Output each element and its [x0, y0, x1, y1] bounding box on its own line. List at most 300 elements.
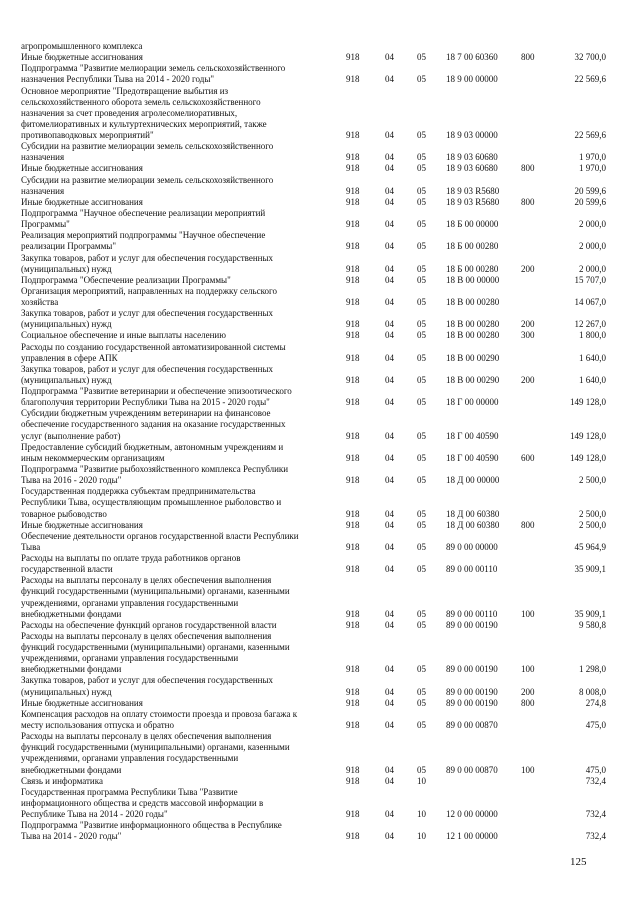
line-description: Подпрограмма "Обеспечение реализации Программы"	[21, 274, 231, 285]
line-description: агропромышленного комплекса	[21, 41, 143, 51]
table-row	[0, 376, 640, 386]
table-row	[0, 320, 640, 330]
subsection-code: 05	[417, 508, 426, 519]
line-description: Закупка товаров, работ и услуг для обеспечения государственных	[21, 252, 274, 263]
section-code: 04	[385, 430, 394, 441]
expense-type-code: 800	[521, 163, 535, 174]
ministry-code: 918	[346, 452, 360, 463]
table-row	[0, 265, 640, 275]
line-description: (муниципальных) нужд	[21, 374, 112, 385]
table-row	[0, 576, 640, 586]
section-code: 04	[385, 519, 394, 530]
amount: 12 267,0	[574, 319, 606, 330]
subsection-code: 05	[417, 430, 426, 441]
amount: 20 599,6	[574, 196, 606, 207]
table-row	[0, 732, 640, 742]
line-description: Субсидии бюджетным учреждениям ветеринарии на финансовое	[21, 408, 271, 419]
ministry-code: 918	[346, 374, 360, 385]
line-description: Связь и информатика	[21, 775, 103, 786]
ministry-code: 918	[346, 541, 360, 552]
target-article-code: 18 Г 00 40590	[446, 430, 499, 441]
ministry-code: 918	[346, 397, 360, 408]
ministry-code: 918	[346, 241, 360, 252]
target-article-code: 18 Б 00 00280	[446, 263, 499, 274]
amount: 1 298,0	[579, 664, 606, 675]
section-code: 04	[385, 52, 394, 63]
subsection-code: 05	[417, 185, 426, 196]
ministry-code: 918	[346, 130, 360, 140]
subsection-code: 05	[417, 519, 426, 530]
section-code: 04	[385, 541, 394, 552]
line-description: Организация мероприятий, направленных на поддержку сельского	[21, 285, 278, 296]
line-description: учреждениями, органами управления государственными	[21, 597, 239, 608]
line-description: Реализация мероприятий подпрограммы "Научное обеспечение	[21, 230, 266, 241]
expense-type-code: 800	[521, 697, 535, 708]
target-article-code: 18 9 03 60680	[446, 152, 498, 163]
line-description: Подпрограмма "Развитие рыбохозяйственного комплекса Республики	[21, 463, 289, 474]
target-article-code: 89 0 00 00190	[446, 664, 498, 675]
ministry-code: 918	[346, 430, 360, 441]
table-row	[0, 799, 640, 809]
amount: 1 970,0	[579, 163, 606, 174]
table-row	[0, 599, 640, 609]
amount: 149 128,0	[570, 430, 606, 441]
line-description: Подпрограмма "Развитие ветеринарии и обеспечение эпизоотического	[21, 386, 292, 396]
table-row	[0, 688, 640, 698]
table-row	[0, 98, 640, 108]
line-description: Расходы на выплаты персоналу в целях обеспечения выполнения	[21, 630, 272, 641]
expense-type-code: 800	[521, 196, 535, 207]
subsection-code: 05	[417, 764, 426, 775]
table-row	[0, 610, 640, 620]
line-description: (муниципальных) нужд	[21, 686, 112, 697]
line-description: Расходы на выплаты персоналу в целях обеспечения выполнения	[21, 575, 272, 586]
ministry-code: 918	[346, 263, 360, 274]
section-code: 04	[385, 809, 394, 819]
amount: 732,4	[585, 775, 606, 786]
table-row	[0, 153, 640, 163]
table-row	[0, 164, 640, 174]
ministry-code: 918	[346, 475, 360, 486]
ministry-code: 918	[346, 196, 360, 207]
table-row	[0, 643, 640, 653]
table-row	[0, 443, 640, 453]
section-code: 04	[385, 508, 394, 519]
subsection-code: 05	[417, 697, 426, 708]
expense-type-code: 200	[521, 319, 535, 330]
line-description: функций государственными (муниципальными) органами, казенными	[21, 642, 290, 652]
table-row	[0, 587, 640, 597]
table-row	[0, 220, 640, 230]
section-code: 04	[385, 274, 394, 285]
table-row	[0, 621, 640, 631]
ministry-code: 918	[346, 697, 360, 708]
line-description: учреждениями, органами управления государственными	[21, 653, 239, 664]
amount: 14 067,0	[574, 297, 606, 307]
subsection-code: 10	[417, 809, 426, 819]
subsection-code: 05	[417, 196, 426, 207]
subsection-code: 05	[417, 219, 426, 230]
line-description: Иные бюджетные ассигнования	[21, 196, 143, 207]
expense-type-code: 200	[521, 263, 535, 274]
ministry-code: 918	[346, 52, 360, 63]
line-description: хозяйства	[21, 297, 59, 307]
table-row	[0, 766, 640, 776]
subsection-code: 05	[417, 263, 426, 274]
ministry-code: 918	[346, 219, 360, 230]
table-row	[0, 354, 640, 364]
target-article-code: 89 0 00 00190	[446, 686, 498, 697]
amount: 2 500,0	[579, 519, 606, 530]
page-number: 125	[570, 856, 587, 868]
table-row	[0, 788, 640, 798]
section-code: 04	[385, 74, 394, 85]
table-row	[0, 710, 640, 720]
ministry-code: 918	[346, 619, 360, 630]
table-row	[0, 254, 640, 264]
table-row	[0, 276, 640, 286]
table-row	[0, 487, 640, 497]
amount: 35 909,1	[574, 564, 606, 575]
target-article-code: 12 0 00 00000	[446, 809, 498, 819]
line-description: обеспечение государственного задания на оказание государственных	[21, 419, 286, 430]
table-row	[0, 142, 640, 152]
table-row	[0, 64, 640, 74]
ministry-code: 918	[346, 564, 360, 575]
target-article-code: 18 9 03 00000	[446, 130, 498, 140]
line-description: товарное рыбоводство	[21, 508, 107, 519]
line-description: Государственная программа Республики Тыва "Развитие	[21, 786, 238, 797]
table-row	[0, 331, 640, 341]
line-description: Республики Тыва, осуществляющим промышленное рыболовство и	[21, 497, 282, 508]
section-code: 04	[385, 319, 394, 330]
target-article-code: 18 В 00 00280	[446, 319, 500, 330]
table-row	[0, 365, 640, 375]
table-row	[0, 699, 640, 709]
target-article-code: 18 Д 00 00000	[446, 475, 500, 486]
subsection-code: 05	[417, 541, 426, 552]
target-article-code: 18 Д 00 60380	[446, 519, 500, 530]
subsection-code: 05	[417, 686, 426, 697]
amount: 2 500,0	[579, 475, 606, 486]
section-code: 04	[385, 831, 394, 842]
table-row	[0, 187, 640, 197]
target-article-code: 18 Б 00 00000	[446, 219, 499, 230]
line-description: назначения	[21, 152, 65, 163]
table-row	[0, 521, 640, 531]
subsection-code: 10	[417, 775, 426, 786]
line-description: Расходы на обеспечение функций органов государственной власти	[21, 619, 277, 630]
subsection-code: 05	[417, 319, 426, 330]
line-description: Закупка товаров, работ и услуг для обеспечения государственных	[21, 308, 274, 319]
line-description: Обеспечение деятельности органов государственной власти Республики	[21, 530, 299, 541]
table-row	[0, 387, 640, 397]
subsection-code: 05	[417, 619, 426, 630]
table-row	[0, 231, 640, 241]
section-code: 04	[385, 297, 394, 307]
amount: 1 640,0	[579, 374, 606, 385]
line-description: (муниципальных) нужд	[21, 319, 112, 330]
line-description: Расходы на выплаты по оплате труда работников органов	[21, 553, 241, 563]
subsection-code: 05	[417, 130, 426, 140]
amount: 20 599,6	[574, 185, 606, 196]
amount: 8 008,0	[579, 686, 606, 697]
line-description: иным некоммерческим организациям	[21, 452, 165, 463]
ministry-code: 918	[346, 508, 360, 519]
target-article-code: 18 Д 00 60380	[446, 508, 500, 519]
subsection-code: 05	[417, 74, 426, 85]
line-description: Расходы по созданию государственной автоматизированной системы	[21, 341, 286, 352]
amount: 35 909,1	[574, 608, 606, 619]
table-row	[0, 532, 640, 542]
section-code: 04	[385, 163, 394, 174]
table-row	[0, 821, 640, 831]
ministry-code: 918	[346, 686, 360, 697]
target-article-code: 18 Г 00 00000	[446, 397, 499, 408]
table-row	[0, 198, 640, 208]
section-code: 04	[385, 185, 394, 196]
ministry-code: 918	[346, 152, 360, 163]
table-row	[0, 176, 640, 186]
line-description: сельскохозяйственного оборота земель сельскохозяйственного	[21, 96, 261, 107]
line-description: назначения за счет проведения агролесомелиоративных,	[21, 107, 238, 118]
expense-type-code: 200	[521, 374, 535, 385]
line-description: Программы"	[21, 219, 70, 230]
amount: 15 707,0	[574, 274, 606, 285]
line-description: Иные бюджетные ассигнования	[21, 52, 143, 63]
table-row	[0, 498, 640, 508]
amount: 475,0	[585, 764, 606, 775]
line-description: назначения	[21, 185, 65, 196]
line-description: Закупка товаров, работ и услуг для обеспечения государственных	[21, 675, 274, 686]
expense-type-code: 100	[521, 764, 535, 775]
table-row	[0, 465, 640, 475]
line-description: Основное мероприятие "Предотвращение выбытия из	[21, 85, 229, 96]
expense-type-code: 800	[521, 519, 535, 530]
table-row	[0, 721, 640, 731]
subsection-code: 05	[417, 297, 426, 307]
line-description: информационного общества и средств массовой информации в	[21, 797, 264, 808]
line-description: Республике Тыва на 2014 - 2020 годы"	[21, 809, 168, 819]
table-row	[0, 209, 640, 219]
table-row	[0, 543, 640, 553]
section-code: 04	[385, 352, 394, 363]
table-row	[0, 309, 640, 319]
ministry-code: 918	[346, 163, 360, 174]
section-code: 04	[385, 241, 394, 252]
section-code: 04	[385, 608, 394, 619]
amount: 149 128,0	[570, 397, 606, 408]
target-article-code: 18 Б 00 00280	[446, 241, 499, 252]
line-description: Подпрограмма "Развитие информационного общества в Республике	[21, 820, 282, 831]
target-article-code: 89 0 00 00870	[446, 719, 498, 730]
section-code: 04	[385, 330, 394, 341]
line-description: Подпрограмма "Развитие мелиорации земель сельскохозяйственного	[21, 63, 286, 74]
subsection-code: 05	[417, 352, 426, 363]
amount: 2 000,0	[579, 263, 606, 274]
subsection-code: 05	[417, 564, 426, 575]
amount: 22 569,6	[574, 74, 606, 85]
subsection-code: 05	[417, 664, 426, 675]
table-row	[0, 87, 640, 97]
amount: 1 800,0	[579, 330, 606, 341]
ministry-code: 918	[346, 519, 360, 530]
target-article-code: 89 0 00 00000	[446, 541, 498, 552]
table-row	[0, 777, 640, 787]
ministry-code: 918	[346, 319, 360, 330]
section-code: 04	[385, 196, 394, 207]
table-row	[0, 343, 640, 353]
section-code: 04	[385, 764, 394, 775]
amount: 149 128,0	[570, 452, 606, 463]
subsection-code: 10	[417, 831, 426, 842]
table-row	[0, 510, 640, 520]
line-description: Расходы на выплаты персоналу в целях обеспечения выполнения	[21, 731, 272, 742]
line-description: функций государственными (муниципальными) органами, казенными	[21, 586, 290, 597]
subsection-code: 05	[417, 274, 426, 285]
table-row	[0, 743, 640, 753]
table-row	[0, 75, 640, 85]
line-description: внебюджетными фондами	[21, 664, 122, 675]
ministry-code: 918	[346, 274, 360, 285]
line-description: фитомелиоративных и культуртехнических мероприятий, также	[21, 118, 267, 129]
subsection-code: 05	[417, 475, 426, 486]
table-row	[0, 754, 640, 764]
table-row	[0, 242, 640, 252]
amount: 22 569,6	[574, 130, 606, 140]
table-row	[0, 120, 640, 130]
ministry-code: 918	[346, 297, 360, 307]
section-code: 04	[385, 697, 394, 708]
table-row	[0, 476, 640, 486]
section-code: 04	[385, 475, 394, 486]
section-code: 04	[385, 564, 394, 575]
line-description: Субсидии на развитие мелиорации земель сельскохозяйственного	[21, 141, 274, 152]
table-row	[0, 409, 640, 419]
line-description: услуг (выполнение работ)	[21, 430, 121, 441]
table-row	[0, 432, 640, 442]
ministry-code: 918	[346, 74, 360, 85]
subsection-code: 05	[417, 608, 426, 619]
table-row	[0, 454, 640, 464]
table-row	[0, 420, 640, 430]
subsection-code: 05	[417, 52, 426, 63]
expense-type-code: 800	[521, 52, 535, 63]
amount: 32 700,0	[574, 52, 606, 63]
subsection-code: 05	[417, 163, 426, 174]
table-row	[0, 109, 640, 119]
amount: 2 000,0	[579, 219, 606, 230]
table-row	[0, 665, 640, 675]
ministry-code: 918	[346, 352, 360, 363]
amount: 1 640,0	[579, 352, 606, 363]
table-row	[0, 654, 640, 664]
line-description: Иные бюджетные ассигнования	[21, 163, 143, 174]
table-row	[0, 131, 640, 141]
ministry-code: 918	[346, 809, 360, 819]
expense-type-code: 100	[521, 608, 535, 619]
ministry-code: 918	[346, 185, 360, 196]
amount: 1 970,0	[579, 152, 606, 163]
section-code: 04	[385, 263, 394, 274]
target-article-code: 89 0 00 00190	[446, 619, 498, 630]
target-article-code: 89 0 00 00870	[446, 764, 498, 775]
line-description: функций государственными (муниципальными) органами, казенными	[21, 742, 290, 753]
line-description: (муниципальных) нужд	[21, 263, 112, 274]
line-description: учреждениями, органами управления государственными	[21, 753, 239, 764]
amount: 732,4	[585, 831, 606, 842]
target-article-code: 12 1 00 00000	[446, 831, 498, 842]
expense-type-code: 200	[521, 686, 535, 697]
ministry-code: 918	[346, 330, 360, 341]
line-description: Тыва на 2016 - 2020 годы"	[21, 475, 122, 486]
ministry-code: 918	[346, 764, 360, 775]
subsection-code: 05	[417, 452, 426, 463]
line-description: Иные бюджетные ассигнования	[21, 519, 143, 530]
section-code: 04	[385, 664, 394, 675]
subsection-code: 05	[417, 152, 426, 163]
target-article-code: 18 9 03 R5680	[446, 196, 500, 207]
ministry-code: 918	[346, 664, 360, 675]
line-description: благополучия территории Республики Тыва на 2015 - 2020 годы"	[21, 397, 270, 408]
line-description: Субсидии на развитие мелиорации земель сельскохозяйственного	[21, 174, 274, 185]
target-article-code: 18 В 00 00280	[446, 297, 500, 307]
section-code: 04	[385, 686, 394, 697]
line-description: Компенсация расходов на оплату стоимости проезда и провоза багажа к	[21, 708, 298, 719]
amount: 475,0	[585, 719, 606, 730]
table-row	[0, 554, 640, 564]
section-code: 04	[385, 775, 394, 786]
amount: 732,4	[585, 809, 606, 819]
table-row	[0, 565, 640, 575]
table-row	[0, 287, 640, 297]
section-code: 04	[385, 219, 394, 230]
line-description: управления в сфере АПК	[21, 352, 118, 363]
section-code: 04	[385, 719, 394, 730]
line-description: внебюджетными фондами	[21, 608, 122, 619]
table-row	[0, 832, 640, 842]
line-description: внебюджетными фондами	[21, 764, 122, 775]
target-article-code: 18 Г 00 40590	[446, 452, 499, 463]
target-article-code: 18 9 03 R5680	[446, 185, 500, 196]
line-description: Тыва на 2014 - 2020 годы"	[21, 831, 122, 842]
table-row	[0, 632, 640, 642]
target-article-code: 18 В 00 00280	[446, 330, 500, 341]
target-article-code: 18 9 00 00000	[446, 74, 498, 85]
section-code: 04	[385, 397, 394, 408]
table-row	[0, 676, 640, 686]
line-description: реализации Программы"	[21, 241, 117, 252]
ministry-code: 918	[346, 608, 360, 619]
subsection-code: 05	[417, 374, 426, 385]
table-row	[0, 398, 640, 408]
amount: 274,8	[585, 697, 606, 708]
table-row	[0, 298, 640, 308]
section-code: 04	[385, 619, 394, 630]
line-description: Государственная поддержка субъектам предпринимательства	[21, 486, 256, 497]
ministry-code: 918	[346, 775, 360, 786]
target-article-code: 18 7 00 60360	[446, 52, 498, 63]
subsection-code: 05	[417, 330, 426, 341]
target-article-code: 89 0 00 00110	[446, 564, 498, 575]
amount: 2 000,0	[579, 241, 606, 252]
section-code: 04	[385, 152, 394, 163]
line-description: Иные бюджетные ассигнования	[21, 697, 143, 708]
section-code: 04	[385, 130, 394, 140]
section-code: 04	[385, 374, 394, 385]
expense-type-code: 100	[521, 664, 535, 675]
target-article-code: 18 В 00 00290	[446, 374, 500, 385]
